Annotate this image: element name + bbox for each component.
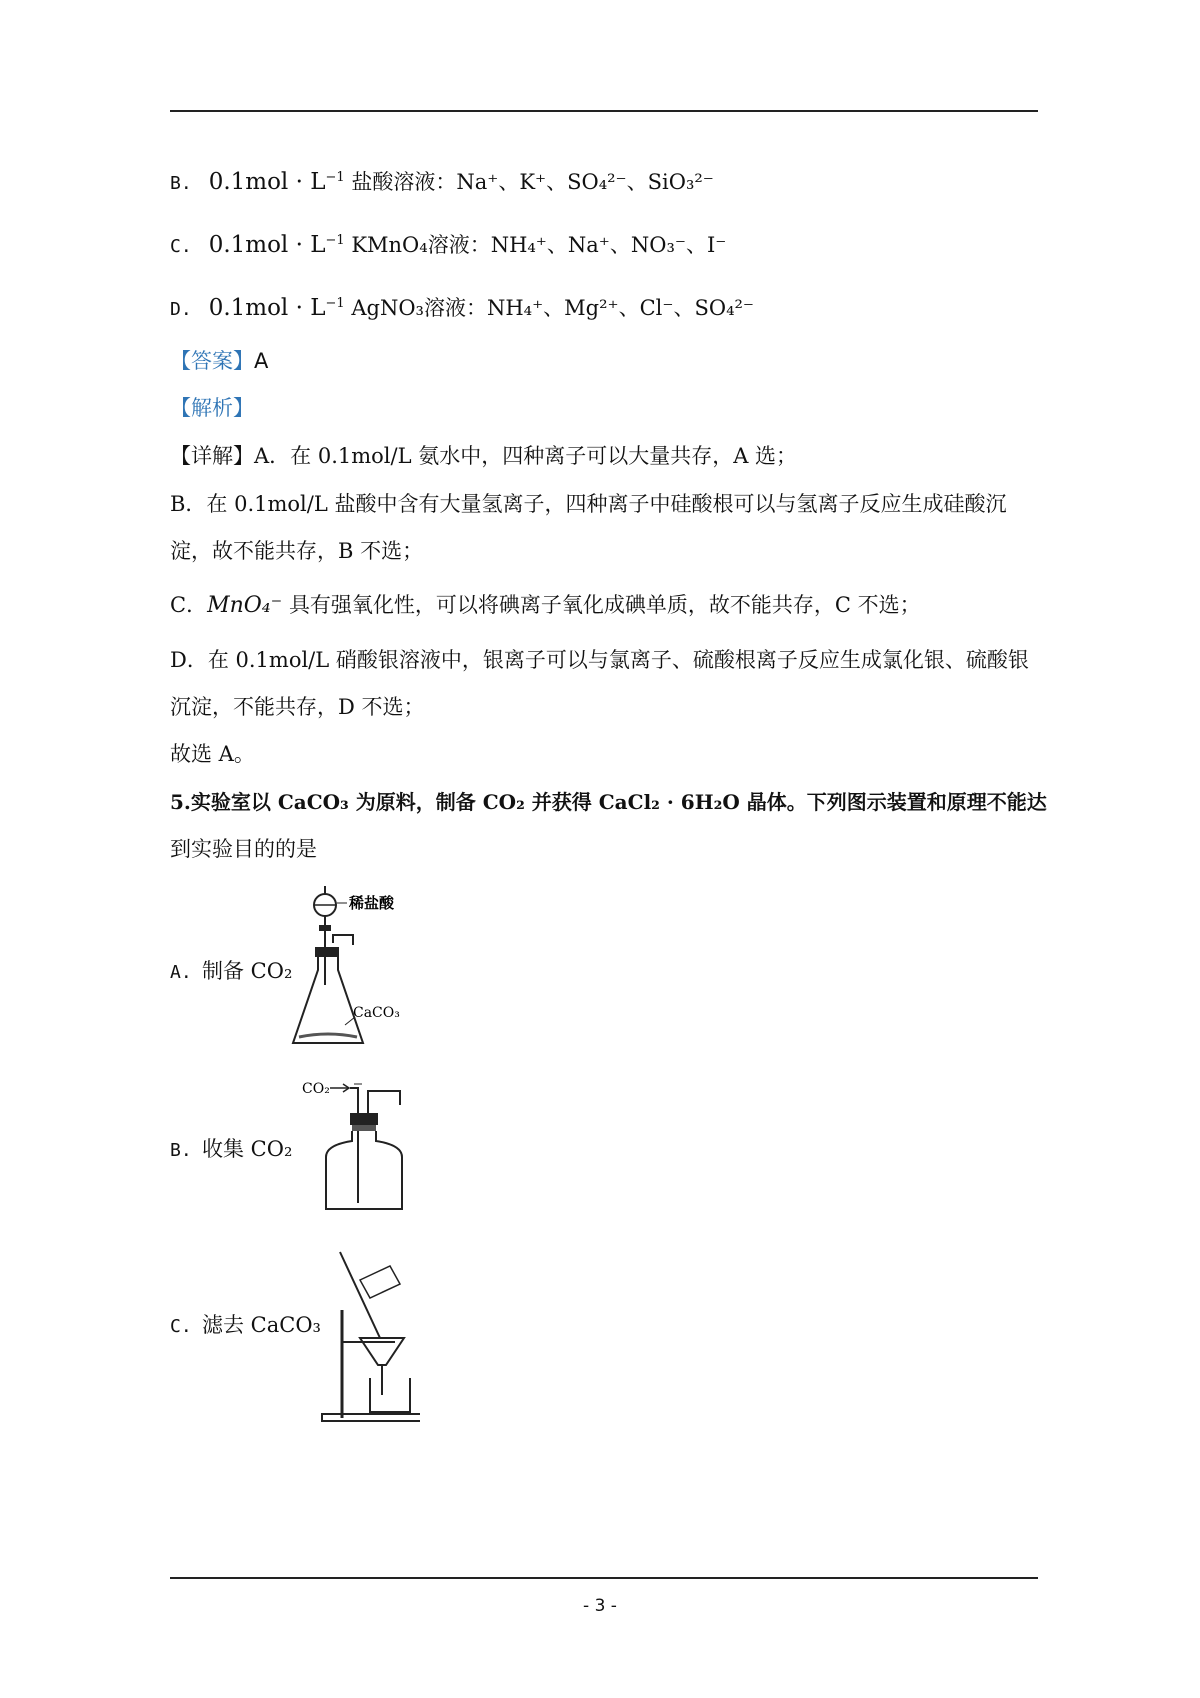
option-letter: C.	[170, 1316, 192, 1337]
co2-generator-figure	[285, 885, 420, 1050]
analysis-tag: 【解析】	[170, 396, 254, 420]
exponent: −1	[325, 296, 345, 311]
detail-line-d2: 沉淀，不能共存，D 不选；	[170, 695, 425, 719]
caco3-label: CaCO₃	[353, 1005, 400, 1021]
co2-inlet-label: CO₂	[302, 1081, 330, 1097]
answer-value: A	[254, 349, 269, 373]
ion-list: Na⁺、K⁺、SO₄²⁻、SiO₃²⁻	[456, 170, 714, 194]
concentration: 0.1mol · L	[208, 232, 326, 258]
dilute-hcl-label: 稀盐酸	[349, 894, 395, 912]
option-letter: B.	[170, 1140, 192, 1161]
question-5-line2: 到实验目的的是	[170, 837, 317, 861]
gas-collection-bottle-figure	[300, 1075, 410, 1215]
detail-a-text: A．在 0.1mol/L 氨水中，四种离子可以大量共存，A 选；	[254, 444, 798, 468]
option-d-prev	[170, 289, 1038, 325]
option-b-prev	[170, 163, 1038, 199]
header-rule	[170, 110, 1038, 112]
concentration: 0.1mol · L	[208, 169, 326, 195]
detail-line-c	[170, 590, 1038, 621]
detail-line-b1: B．在 0.1mol/L 盐酸中含有大量氢离子，四种离子中硅酸根可以与氢离子反应生成硅酸沉	[170, 492, 1007, 516]
ion-list: NH₄⁺、Na⁺、NO₃⁻、I⁻	[490, 233, 727, 257]
footer-rule	[170, 1577, 1038, 1579]
option-letter: B.	[170, 173, 192, 194]
option-text: 制备 CO₂	[202, 959, 293, 983]
detail-line-a	[170, 441, 1038, 471]
ion-list: NH₄⁺、Mg²⁺、Cl⁻、SO₄²⁻	[486, 296, 755, 320]
option-text: 滤去 CaCO₃	[202, 1313, 321, 1337]
detail-c-prefix: C．	[170, 593, 208, 617]
detail-line-d1: D．在 0.1mol/L 硝酸银溶液中，银离子可以与氯离子、硫酸根离子反应生成氯化银、硫酸银	[170, 648, 1029, 672]
solution-name: AgNO₃溶液：	[351, 296, 487, 320]
solution-name: 盐酸溶液：	[351, 170, 457, 194]
conclusion: 故选 A。	[170, 742, 255, 766]
option-letter: D.	[170, 299, 192, 320]
question-5-line1: 5.实验室以 CaCO₃ 为原料，制备 CO₂ 并获得 CaCl₂ · 6H₂O 晶体。下列图示装置和原理不能达	[170, 790, 1047, 814]
page-number: - 3 -	[583, 1596, 617, 1616]
concentration: 0.1mol · L	[208, 295, 326, 321]
detail-line-b2: 淀，故不能共存，B 不选；	[170, 539, 424, 563]
detail-c-text: 具有强氧化性，可以将碘离子氧化成碘单质，故不能共存，C 不选；	[288, 593, 921, 617]
analysis-line	[170, 393, 1038, 423]
option-letter: C.	[170, 236, 192, 257]
permanganate-formula: MnO₄⁻	[207, 593, 283, 618]
option-text: 收集 CO₂	[202, 1137, 293, 1161]
exponent: −1	[325, 233, 345, 248]
exponent: −1	[325, 170, 345, 185]
answer-tag: 【答案】	[170, 349, 254, 373]
option-letter: A.	[170, 962, 192, 983]
filtration-apparatus-figure	[300, 1250, 420, 1425]
detail-tag: 【详解】	[170, 444, 254, 468]
option-c-prev	[170, 226, 1038, 262]
solution-name: KMnO₄溶液：	[351, 233, 491, 257]
answer-line	[170, 346, 1038, 376]
